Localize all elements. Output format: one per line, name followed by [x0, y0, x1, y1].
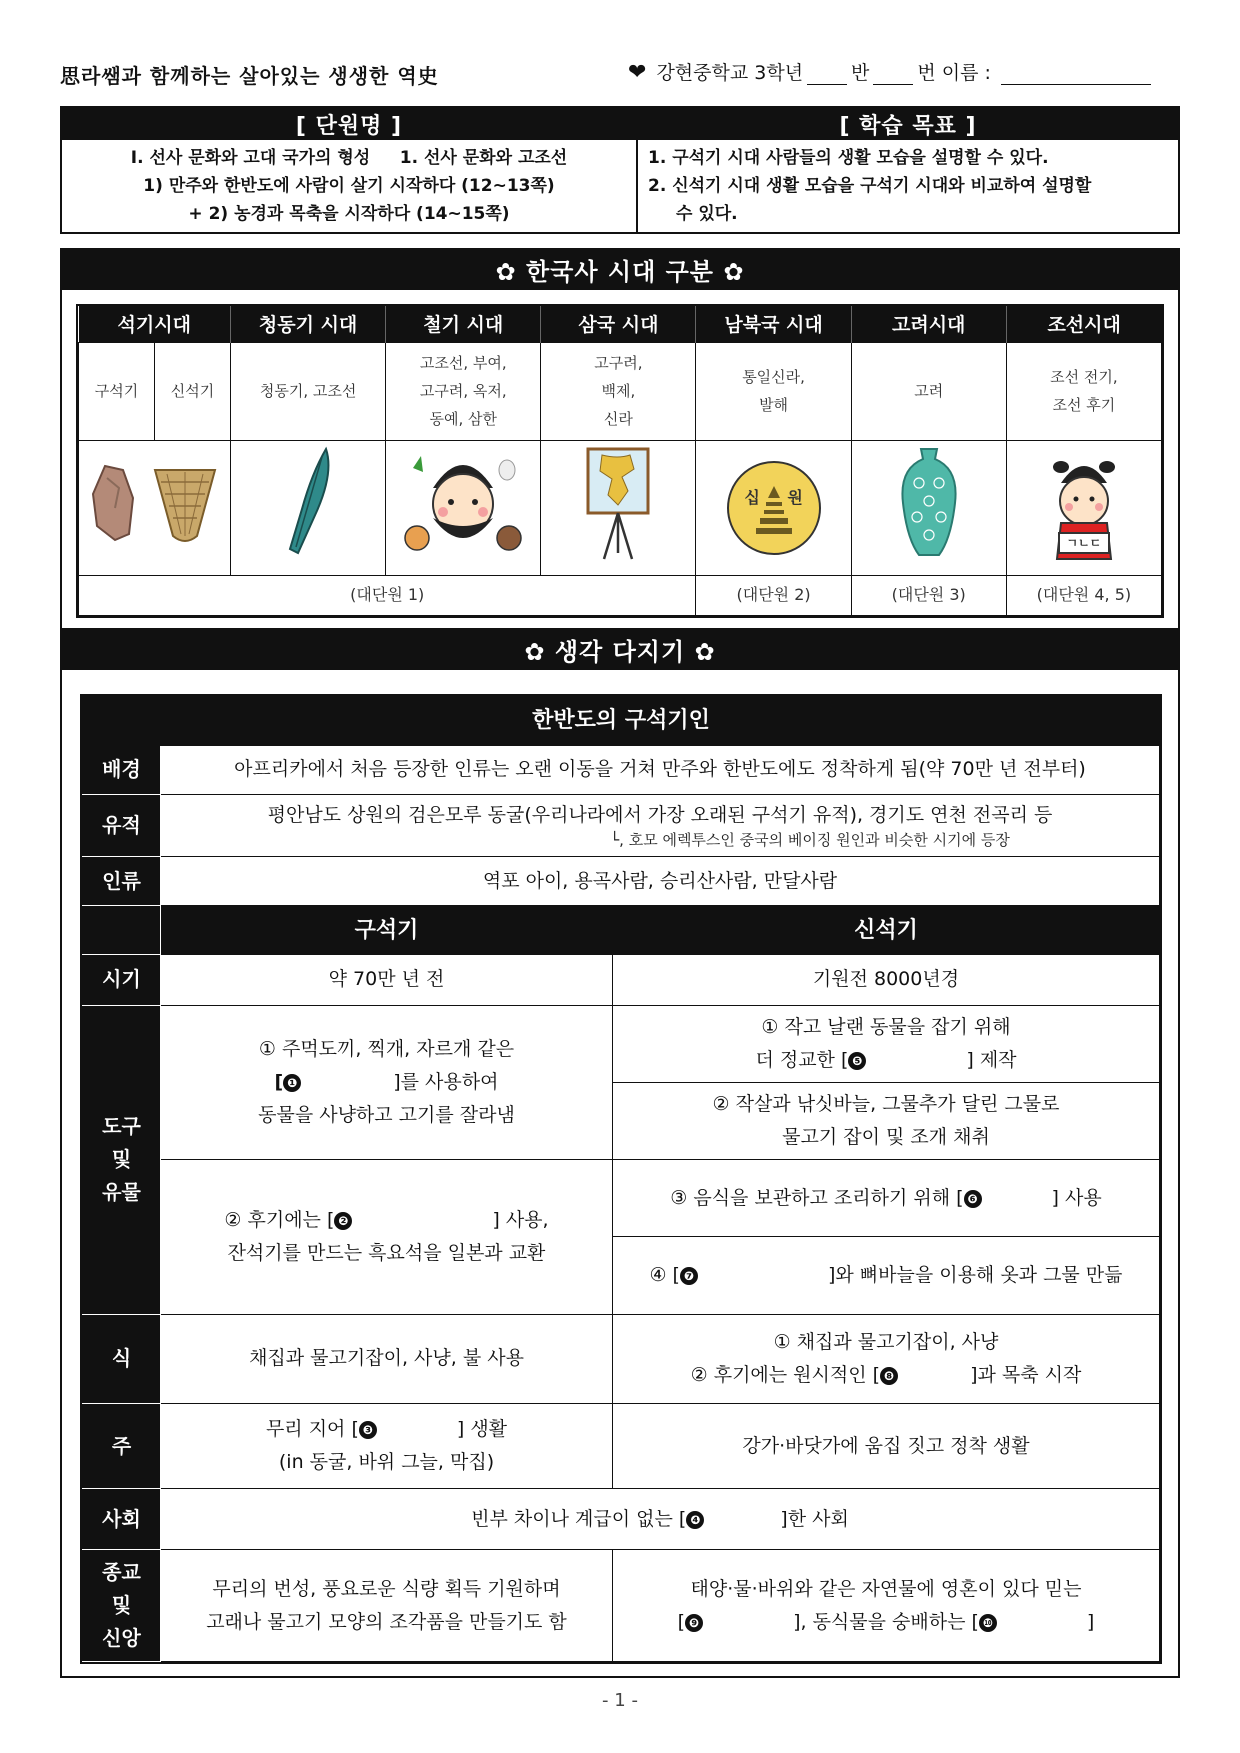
paleolithic-heading: 구석기	[161, 906, 613, 955]
table-title: 한반도의 구석기인	[83, 697, 1160, 746]
label-line: 종교	[102, 1560, 141, 1585]
label-background: 배경	[83, 745, 161, 794]
sejong-character-icon	[1039, 453, 1129, 563]
unit-title-body	[62, 140, 636, 232]
label-empty	[83, 906, 161, 955]
neolithic-housing: 강가·바닷가에 움집 짓고 정착 생활	[613, 1403, 1160, 1488]
era-footer-unit1: (대단원 1)	[79, 575, 696, 615]
student-info	[628, 58, 1155, 85]
number-blank[interactable]	[873, 63, 913, 85]
era-footer-unit2: (대단원 2)	[696, 575, 851, 615]
text-line: 태양·물·바위와 같은 자연물에 영혼이 있다 믿는	[690, 1577, 1082, 1600]
label-religion	[83, 1550, 161, 1662]
text-line: 무리 지어 [ ❸ ] 생활	[265, 1418, 508, 1441]
blank-number-8: ❽	[880, 1367, 898, 1385]
text-line: 무리의 번성, 풍요로운 식량 획득 기원하며	[212, 1577, 561, 1600]
society-text: 빈부 차이나 계급이 없는 [ ❹ ]한 사회	[161, 1489, 1160, 1550]
blank-number-3: ❸	[359, 1421, 377, 1439]
class-blank[interactable]	[807, 63, 847, 85]
school-label: 강현중학교 3학년	[656, 62, 804, 84]
neolithic-religion	[613, 1550, 1160, 1662]
label-food: 식	[83, 1314, 161, 1403]
iron-age-image	[386, 441, 541, 576]
text-line: (in 동굴, 바위 그늘, 막집)	[278, 1451, 495, 1474]
blank-number-4: ❹	[686, 1511, 704, 1529]
era-cell-line: 고조선, 부여,	[419, 354, 507, 373]
bronze-age-image	[231, 441, 386, 576]
joseon-badge-text: ㄱㄴㄷ	[1066, 535, 1102, 550]
label-line: 유물	[102, 1180, 141, 1205]
era-cell-line: 통일신라,	[742, 368, 805, 387]
neolithic-tools-2	[613, 1082, 1160, 1159]
text-line: 잔석기를 만드는 흑요석을 일본과 교환	[227, 1241, 546, 1264]
paleolithic-table	[80, 694, 1162, 1664]
unit-line: Ⅰ. 선사 문화와 고대 국가의 형성 1. 선사 문화와 고조선	[130, 148, 568, 168]
era-cell-goryeo: 고려	[851, 342, 1006, 440]
label-housing: 주	[83, 1403, 161, 1488]
label-tools	[83, 1005, 161, 1314]
era-cell-neolithic: 신석기	[155, 342, 231, 440]
era-cell-north-south	[696, 342, 851, 440]
class-label: 반	[851, 62, 870, 84]
blank-number-6: ❻	[964, 1190, 982, 1208]
humans-text: 역포 아이, 용곡사람, 승리산사람, 만달사람	[161, 857, 1160, 906]
blank-number-7: ❼	[680, 1267, 698, 1285]
sites-note: └, 호모 에렉투스인 중국의 베이징 원인과 비슷한 시기에 등장	[610, 831, 1010, 850]
era-header-three-kingdoms: 삼국 시대	[541, 306, 696, 342]
text-line: [ ❶ ]를 사용하여	[274, 1070, 499, 1093]
paleolithic-religion	[161, 1550, 613, 1662]
stone-age-image	[79, 441, 231, 576]
blank-number-2: ❷	[334, 1212, 352, 1230]
era-header-joseon: 조선시대	[1006, 306, 1161, 342]
unit-line: 1) 만주와 한반도에 사람이 살기 시작하다 (12~13쪽)	[143, 176, 555, 196]
era-cell-line: 동예, 삼한	[429, 410, 497, 429]
text-line: 물고기 잡이 및 조개 채취	[782, 1126, 990, 1149]
hand-axe-and-pottery-icon	[85, 448, 225, 558]
text-line: ① 채집과 물고기잡이, 사냥	[773, 1330, 999, 1353]
era-cell-bronze: 청동기, 고조선	[231, 342, 386, 440]
era-header-stone: 석기시대	[79, 306, 231, 342]
ten-won-coin-icon	[724, 458, 824, 558]
era-table	[76, 304, 1164, 618]
era-cell-line: 조선 전기,	[1050, 368, 1118, 387]
label-society: 사회	[83, 1489, 161, 1550]
north-south-image	[696, 441, 851, 576]
label-line: 및	[111, 1593, 132, 1618]
label-sites: 유적	[83, 794, 161, 857]
unit-title-heading: [ 단원명 ]	[62, 108, 636, 140]
worksheet-title: 思라쌤과 함께하는 살아있는 생생한 역史	[60, 64, 439, 88]
text-line: 고래나 물고기 모양의 조각품을 만들기도 함	[206, 1610, 567, 1633]
dangun-character-icon	[403, 448, 523, 558]
text-line: 동물을 사냥하고 고기를 잘라냄	[258, 1103, 515, 1126]
goal-line: 2. 신석기 시대 생활 모습을 구석기 시대와 비교하여 설명할	[648, 176, 1092, 196]
background-text: 아프리카에서 처음 등장한 인류는 오랜 이동을 거쳐 만주와 한반도에도 정착하게 됨(약 70만 년 전부터)	[161, 745, 1160, 794]
era-cell-line: 고구려, 옥저,	[419, 382, 507, 401]
era-cell-line: 신라	[603, 410, 633, 429]
joseon-image	[1006, 441, 1161, 576]
era-footer-unit3: (대단원 3)	[851, 575, 1006, 615]
label-line: 도구	[102, 1114, 141, 1139]
blank-number-1: ❶	[283, 1074, 301, 1092]
neolithic-heading: 신석기	[613, 906, 1160, 955]
sites-text: 평안남도 상원의 검은모루 동굴(우리나라에서 가장 오래된 구석기 유적), 경기도 연천 전곡리 등	[267, 804, 1053, 827]
label-line: 신앙	[102, 1626, 141, 1651]
page-number: - 1 -	[602, 1690, 638, 1711]
learning-goal-column	[638, 108, 1178, 232]
neolithic-food	[613, 1314, 1160, 1403]
paleolithic-tools-2	[161, 1160, 613, 1314]
text-line: ② 후기에는 [ ❷ ] 사용,	[224, 1208, 549, 1231]
three-kingdoms-image	[541, 441, 696, 576]
unit-line: + 2) 농경과 목축을 시작하다 (14~15쪽)	[188, 204, 510, 224]
era-cell-iron	[386, 342, 541, 440]
era-footer-unit45: (대단원 4, 5)	[1006, 575, 1161, 615]
text-line: ① 작고 날랜 동물을 잡기 위해	[761, 1015, 1011, 1038]
era-header-bronze: 청동기 시대	[231, 306, 386, 342]
label-period: 시기	[83, 954, 161, 1005]
think-section-title: ✿ 생각 다지기 ✿	[60, 628, 1180, 670]
era-cell-line: 조선 후기	[1052, 396, 1116, 415]
coin-text: 십 원	[744, 487, 803, 507]
text-line: ① 주먹도끼, 찍개, 자르개 같은	[258, 1037, 515, 1060]
era-header-north-south: 남북국 시대	[696, 306, 851, 342]
text-line: 더 정교한 [ ❺ ] 제작	[755, 1048, 1017, 1071]
blank-number-5: ❺	[848, 1052, 866, 1070]
era-cell-joseon	[1006, 342, 1161, 440]
paleolithic-tools-1	[161, 1005, 613, 1159]
heart-icon: ❤	[628, 60, 647, 85]
paleolithic-period: 약 70만 년 전	[161, 954, 613, 1005]
era-cell-line: 백제,	[601, 382, 636, 401]
celadon-vase-icon	[889, 443, 969, 563]
goal-line: 1. 구석기 시대 사람들의 생활 모습을 설명할 수 있다.	[648, 148, 1049, 168]
paleolithic-food: 채집과 물고기잡이, 사냥, 불 사용	[161, 1314, 613, 1403]
name-blank[interactable]	[1001, 63, 1151, 85]
unit-box	[60, 106, 1180, 234]
neolithic-tools-4: ④ [ ❼ ]와 뼈바늘을 이용해 옷과 그물 만듦	[613, 1237, 1160, 1314]
text-line: ② 작살과 낚싯바늘, 그물추가 달린 그물로	[712, 1093, 1060, 1116]
era-header-iron: 철기 시대	[386, 306, 541, 342]
era-cell-three-kingdoms	[541, 342, 696, 440]
blank-number-9: ❾	[685, 1614, 703, 1632]
sites-cell	[161, 794, 1160, 857]
era-cell-line: 고구려,	[594, 354, 643, 373]
era-cell-line: 발해	[759, 396, 789, 415]
learning-goal-body	[638, 140, 1178, 232]
unit-title-column	[62, 108, 638, 232]
text-line: ② 후기에는 원시적인 [ ❽ ]과 목축 시작	[690, 1363, 1082, 1386]
number-label: 번 이름 :	[917, 62, 991, 84]
label-humans: 인류	[83, 857, 161, 906]
neolithic-tools-1	[613, 1005, 1160, 1082]
paleolithic-housing	[161, 1403, 613, 1488]
map-easel-icon	[578, 443, 658, 563]
learning-goal-heading: [ 학습 목표 ]	[638, 108, 1178, 140]
goal-line: 수 있다.	[676, 204, 738, 224]
bronze-dagger-icon	[268, 443, 348, 563]
era-cell-paleolithic: 구석기	[79, 342, 155, 440]
label-line: 및	[111, 1147, 132, 1172]
blank-number-10: ❿	[979, 1614, 997, 1632]
neolithic-tools-3: ③ 음식을 보관하고 조리하기 위해 [ ❻ ] 사용	[613, 1160, 1160, 1237]
text-line: [ ❾ ], 동식물을 숭배하는 [ ❿ ]	[677, 1610, 1095, 1633]
page-header	[60, 56, 1180, 92]
era-header-goryeo: 고려시대	[851, 306, 1006, 342]
neolithic-period: 기원전 8000년경	[613, 954, 1160, 1005]
era-section-title: ✿ 한국사 시대 구분 ✿	[60, 248, 1180, 290]
goryeo-image	[851, 441, 1006, 576]
